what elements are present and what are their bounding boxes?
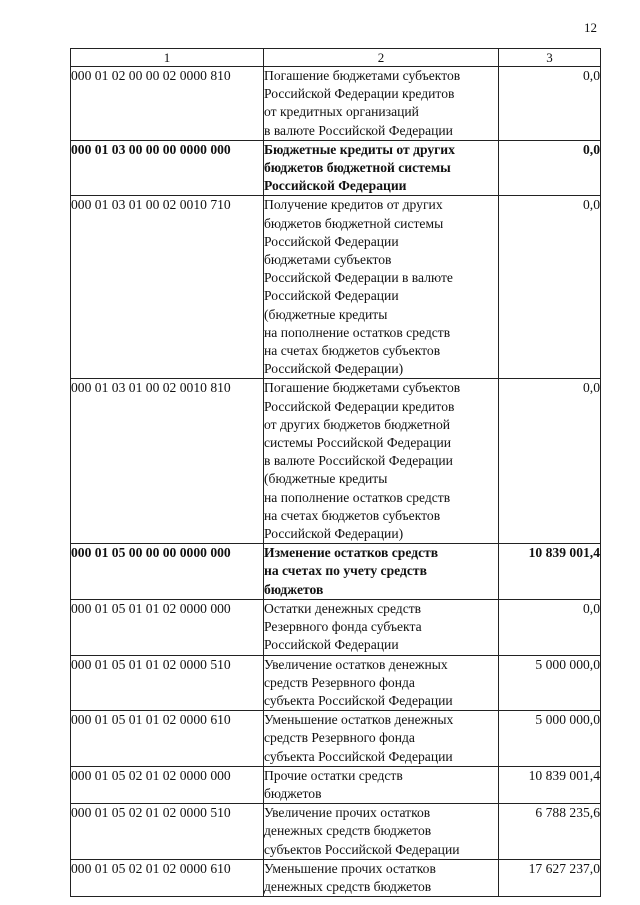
budget-name-cell [264,804,499,860]
budget-code-cell: 000 01 05 01 01 02 0000 000 [71,599,264,655]
budget-name-line: бюджетов бюджетной системы [264,160,451,176]
budget-table [70,48,601,897]
budget-name-line: Уменьшение остатков денежных [264,712,454,728]
budget-amount-cell: 17 627 237,0 [499,859,601,896]
budget-name-line: на счетах по учету средств [264,563,427,579]
table-row [71,655,601,711]
budget-name-line: Резервного фонда субъекта [264,619,422,635]
budget-name-line: бюджетов [264,785,322,801]
budget-name-line: Остатки денежных средств [264,600,422,616]
budget-code-cell: 000 01 03 00 00 00 0000 000 [71,140,264,196]
budget-name-line: Увеличение прочих остатков [264,805,431,821]
budget-name-line: субъекта Российской Федерации [264,692,453,708]
table-row [71,140,601,196]
budget-amount-cell: 5 000 000,0 [499,655,601,711]
budget-amount-cell: 5 000 000,0 [499,711,601,767]
budget-name-line: Уменьшение прочих остатков [264,860,436,876]
budget-name-line: денежных средств бюджетов [264,878,432,894]
budget-amount-cell: 0,0 [499,196,601,379]
budget-amount-cell: 6 788 235,6 [499,804,601,860]
budget-name-line: Изменение остатков средств [264,545,439,561]
budget-name-cell [264,544,499,600]
header-cell-code: 1 [71,49,264,67]
page-number: 12 [584,20,597,35]
table-row [71,599,601,655]
budget-code-cell: 000 01 05 02 01 02 0000 510 [71,804,264,860]
budget-code-cell: 000 01 03 01 00 02 0010 710 [71,196,264,379]
budget-name-line: бюджетов бюджетной системы [264,215,444,231]
budget-name-line: Погашение бюджетами субъектов [264,380,461,396]
budget-name-cell [264,379,499,544]
budget-code-cell: 000 01 03 01 00 02 0010 810 [71,379,264,544]
budget-name-line: субъекта Российской Федерации [264,748,453,764]
budget-name-cell [264,196,499,379]
table-row [71,711,601,767]
header-cell-name: 2 [264,49,499,67]
budget-name-line: Российской Федерации [264,178,407,194]
budget-amount-cell: 0,0 [499,379,601,544]
budget-name-line: денежных средств бюджетов [264,823,432,839]
budget-amount-cell: 0,0 [499,599,601,655]
table-row [71,379,601,544]
budget-name-line: системы Российской Федерации [264,435,452,451]
budget-name-line: бюджетов [264,581,324,597]
budget-name-line: Российской Федерации [264,233,399,249]
budget-name-line: Российской Федерации в валюте [264,270,453,286]
budget-code-cell: 000 01 05 02 01 02 0000 610 [71,859,264,896]
budget-code-cell: 000 01 05 01 01 02 0000 610 [71,711,264,767]
budget-name-line: (бюджетные кредиты [264,306,388,322]
budget-name-line: средств Резервного фонда [264,674,415,690]
table-row [71,804,601,860]
budget-name-line: на пополнение остатков средств [264,489,451,505]
budget-name-cell [264,140,499,196]
budget-name-line: на пополнение остатков средств [264,324,451,340]
budget-name-line: от других бюджетов бюджетной [264,416,451,432]
budget-amount-cell: 10 839 001,4 [499,766,601,803]
budget-name-line: в валюте Российской Федерации [264,453,453,469]
table-row [71,67,601,141]
table-row [71,196,601,379]
table-header-row [71,49,601,67]
table-row [71,766,601,803]
budget-name-line: Получение кредитов от других [264,197,443,213]
budget-name-line: Российской Федерации кредитов [264,398,455,414]
budget-amount-cell: 0,0 [499,140,601,196]
budget-code-cell: 000 01 02 00 00 02 0000 810 [71,67,264,141]
budget-name-line: бюджетами субъектов [264,252,392,268]
table-row [71,859,601,896]
budget-name-cell [264,766,499,803]
budget-name-line: Российской Федерации) [264,361,404,377]
budget-amount-cell: 0,0 [499,67,601,141]
budget-name-line: (бюджетные кредиты [264,471,388,487]
budget-name-cell [264,859,499,896]
budget-name-line: Российской Федерации кредитов [264,86,455,102]
budget-table-body [71,49,601,897]
budget-name-line: средств Резервного фонда [264,730,415,746]
budget-amount-cell: 10 839 001,4 [499,544,601,600]
budget-name-cell [264,655,499,711]
budget-name-line: Российской Федерации [264,288,399,304]
budget-code-cell: 000 01 05 00 00 00 0000 000 [71,544,264,600]
budget-name-line: Российской Федерации [264,637,399,653]
table-row [71,544,601,600]
budget-name-line: Прочие остатки средств [264,767,403,783]
budget-name-cell [264,599,499,655]
budget-name-cell [264,67,499,141]
budget-code-cell: 000 01 05 01 01 02 0000 510 [71,655,264,711]
budget-name-line: на счетах бюджетов субъектов [264,507,441,523]
budget-name-cell [264,711,499,767]
budget-name-line: Бюджетные кредиты от других [264,141,455,157]
budget-code-cell: 000 01 05 02 01 02 0000 000 [71,766,264,803]
header-cell-amount: 3 [499,49,601,67]
budget-name-line: Увеличение остатков денежных [264,656,448,672]
budget-name-line: от кредитных организаций [264,104,419,120]
budget-name-line: Российской Федерации) [264,526,404,542]
budget-name-line: на счетах бюджетов субъектов [264,343,441,359]
budget-name-line: в валюте Российской Федерации [264,122,453,138]
budget-name-line: субъектов Российской Федерации [264,841,460,857]
budget-name-line: Погашение бюджетами субъектов [264,68,461,83]
